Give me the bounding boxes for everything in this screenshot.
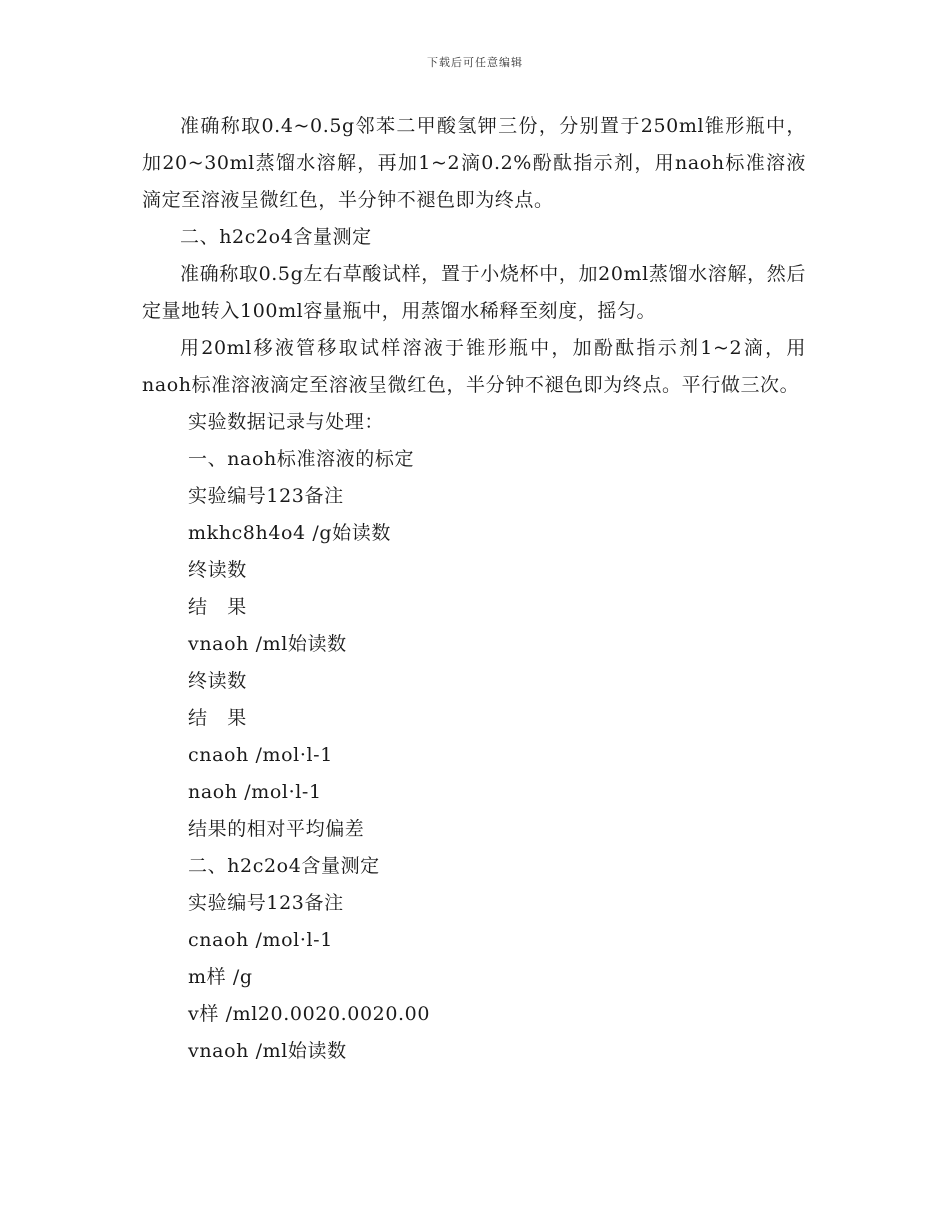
section-heading-oxalic-acid: 二、h2c2o4含量测定 xyxy=(180,226,372,248)
data-line: 结 果 xyxy=(188,596,247,618)
data-line: naoh /mol·l-1 xyxy=(188,781,322,803)
data-section-title: 实验数据记录与处理： xyxy=(188,411,385,433)
data-line: vnaoh /ml始读数 xyxy=(188,1040,347,1062)
data-line: m样 /g xyxy=(188,966,253,988)
data-line: cnaoh /mol·l-1 xyxy=(188,929,333,951)
data-line: 终读数 xyxy=(188,559,247,581)
table-header-line: 实验编号123备注 xyxy=(188,892,344,914)
data-line: v样 /ml20.0020.0020.00 xyxy=(188,1003,431,1025)
data-subsection-oxalic: 二、h2c2o4含量测定 xyxy=(188,855,380,877)
data-line: cnaoh /mol·l-1 xyxy=(188,744,333,766)
procedure-paragraph-standardization: 准确称取0.4~0.5g邻苯二甲酸氢钾三份，分别置于250ml锥形瓶中，加20~30ml蒸馏水溶解，再加1~2滴0.2%酚酞指示剂，用naoh标准溶液滴定至溶液呈微红色，半分钟不褪色即为终点。 xyxy=(142,115,806,211)
data-line: mkhc8h4o4 /g始读数 xyxy=(188,522,391,544)
page-header: 下载后可任意编辑 xyxy=(427,56,523,69)
table-header-line: 实验编号123备注 xyxy=(188,485,344,507)
data-line: 终读数 xyxy=(188,670,247,692)
data-subsection-naoh: 一、naoh标准溶液的标定 xyxy=(188,448,415,470)
data-line: 结果的相对平均偏差 xyxy=(188,818,365,840)
procedure-paragraph-weighing: 准确称取0.5g左右草酸试样，置于小烧杯中，加20ml蒸馏水溶解，然后定量地转入100ml容量瓶中，用蒸馏水稀释至刻度，摇匀。 xyxy=(142,263,806,322)
data-line: 结 果 xyxy=(188,707,247,729)
procedure-paragraph-titration: 用20ml移液管移取试样溶液于锥形瓶中，加酚酞指示剂1~2滴，用naoh标准溶液滴定至溶液呈微红色，半分钟不褪色即为终点。平行做三次。 xyxy=(142,337,806,396)
data-line: vnaoh /ml始读数 xyxy=(188,633,347,655)
document-body xyxy=(142,108,806,1070)
